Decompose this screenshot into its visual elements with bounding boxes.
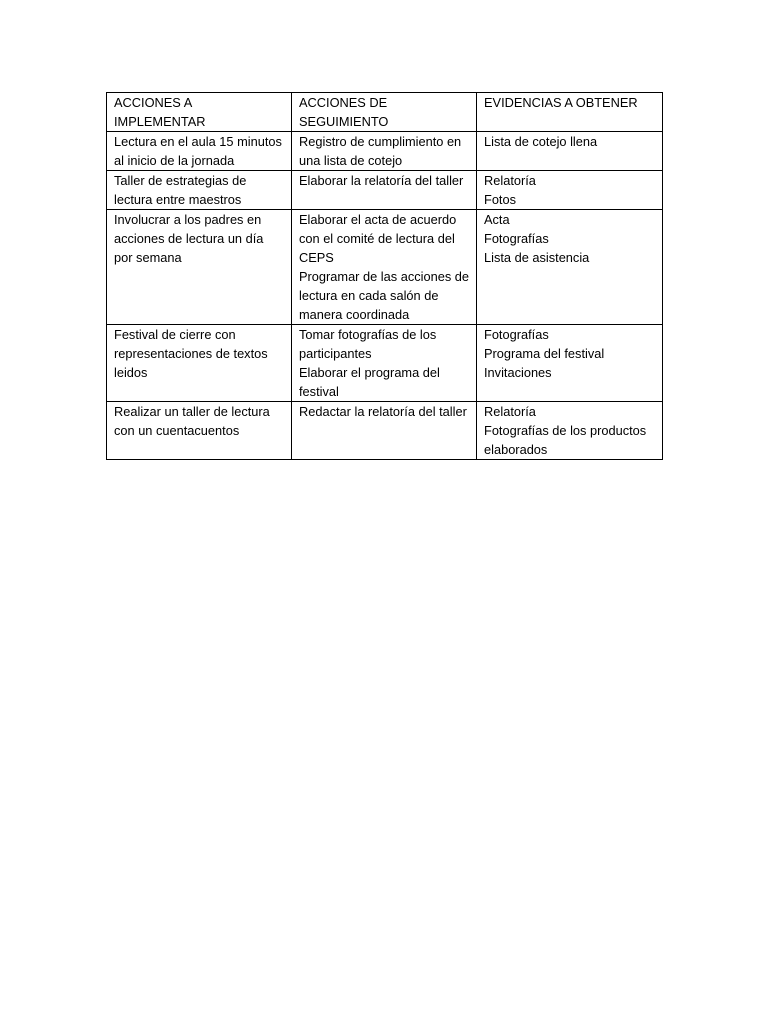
cell-evidencias [477, 210, 663, 325]
cell-line: Realizar un taller de lectura con un cuentacuentos [114, 404, 270, 438]
header-evidencias: EVIDENCIAS A OBTENER [477, 93, 663, 132]
cell-evidencias [477, 402, 663, 460]
cell-seguimiento [292, 402, 477, 460]
cell-implementar [107, 132, 292, 171]
cell-line: Fotos [484, 192, 517, 207]
cell-implementar [107, 171, 292, 210]
cell-line: Programa del festival [484, 346, 605, 361]
cell-line: Lista de cotejo llena [484, 134, 598, 149]
header-acciones-seguimiento: ACCIONES DE SEGUIMIENTO [292, 93, 477, 132]
cell-line: Programar de las acciones de lectura en cada salón de manera coordinada [299, 269, 470, 322]
cell-line: Relatoría [484, 173, 536, 188]
table-header-row [107, 93, 663, 132]
cell-line: Elaborar la relatoría del taller [299, 173, 464, 188]
cell-line: Taller de estrategias de lectura entre maestros [114, 173, 247, 207]
table-row [107, 402, 663, 460]
cell-line: Redactar la relatoría del taller [299, 404, 467, 419]
cell-seguimiento [292, 171, 477, 210]
cell-evidencias [477, 171, 663, 210]
cell-line: Fotografías [484, 327, 549, 342]
cell-line: Registro de cumplimiento en una lista de cotejo [299, 134, 462, 168]
cell-line: Invitaciones [484, 365, 552, 380]
cell-evidencias [477, 132, 663, 171]
cell-line: Fotografías de los productos elaborados [484, 423, 647, 457]
cell-seguimiento [292, 210, 477, 325]
cell-line: Festival de cierre con representaciones de textos leidos [114, 327, 268, 380]
table-row [107, 171, 663, 210]
cell-line: Lectura en el aula 15 minutos al inicio de la jornada [114, 134, 282, 168]
table-row [107, 210, 663, 325]
actions-table [106, 92, 663, 460]
cell-seguimiento [292, 325, 477, 402]
cell-line: Relatoría [484, 404, 536, 419]
cell-implementar [107, 325, 292, 402]
cell-line: Lista de asistencia [484, 250, 590, 265]
cell-line: Acta [484, 212, 510, 227]
cell-seguimiento [292, 132, 477, 171]
cell-line: Involucrar a los padres en acciones de lectura un día por semana [114, 212, 264, 265]
table-row [107, 325, 663, 402]
cell-evidencias [477, 325, 663, 402]
cell-line: Tomar fotografías de los participantes [299, 327, 437, 361]
cell-implementar [107, 210, 292, 325]
cell-line: Fotografías [484, 231, 549, 246]
cell-line: Elaborar el acta de acuerdo con el comité de lectura del CEPS [299, 212, 457, 265]
header-acciones-implementar: ACCIONES A IMPLEMENTAR [107, 93, 292, 132]
cell-implementar [107, 402, 292, 460]
cell-line: Elaborar el programa del festival [299, 365, 440, 399]
table-row [107, 132, 663, 171]
